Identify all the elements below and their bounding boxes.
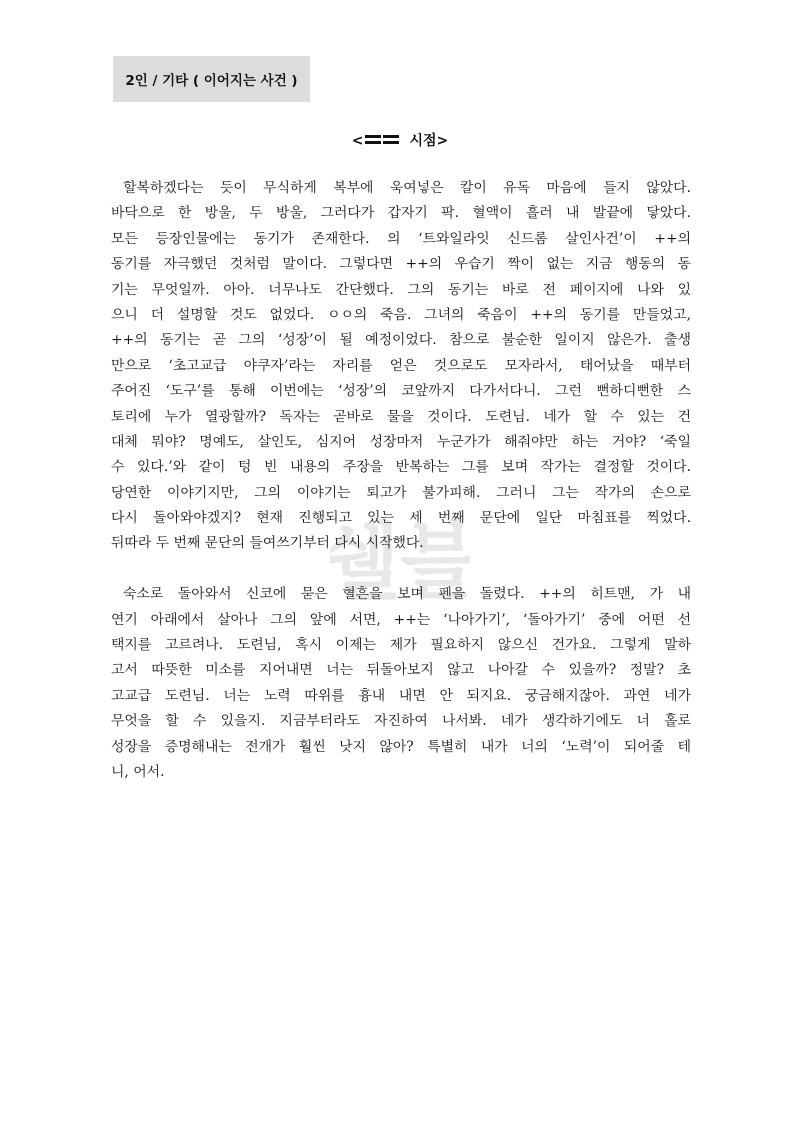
text-line: 성장을 증명해내는 전개가 훨씬 낫지 않아? 특별히 내가 너의 ‘노력’이 되어줄 테: [111, 738, 691, 755]
text-line: 수 있다.’와 같이 텅 빈 내용의 주장을 반복하는 그를 보며 작가는 결정할 것이다.: [111, 459, 691, 476]
category-tag: [113, 56, 310, 102]
text-line: ++의 동기는 곧 그의 ‘성장’이 될 예정이었다. 참으로 불순한 일이지 않은가. 출생: [111, 332, 691, 349]
text-line: 당연한 이야기지만, 그의 이야기는 퇴고가 불가피해. 그러니 그는 작가의 손으로: [111, 484, 691, 501]
text-line: 할복하겠다는 듯이 무식하게 복부에 욱여넣은 칼이 유독 마음에 들지 않았다.: [123, 180, 691, 196]
text-line: 고서 따뜻한 미소를 지어내면 너는 뒤돌아보지 않고 나아갈 수 있을까? 정말? 초: [111, 662, 691, 679]
text-line: 무엇을 할 수 있을지. 지금부터라도 자진하여 나서봐. 네가 생각하기에도 너 홀로: [111, 713, 691, 730]
text-line: 바닥으로 한 방울, 두 방울, 그러다가 갑자기 팍. 혈액이 흘러 내 발끝에 닿았다.: [111, 205, 691, 222]
text-line: 기는 무엇일까. 아아. 너무나도 간단했다. 그의 동기는 바로 전 페이지에 나와 있: [111, 281, 691, 298]
text-line: 만으로 ‘초고교급 야쿠자’라는 자리를 얻은 것으로도 모자라서, 태어났을 때부터: [111, 357, 691, 374]
svg-text:쉘블: 쉘블: [330, 515, 470, 610]
text-line: 대체 뭐야? 명예도, 살인도, 심지어 성장마저 누군가가 해줘야만 하는 거야? ‘죽일: [111, 433, 691, 450]
text-line: 뒤따라 두 번째 문단의 들여쓰기부터 다시 시작했다.: [111, 535, 424, 552]
paragraph-gap: [111, 557, 691, 582]
text-line: 다시 돌아와야겠지? 현재 진행되고 있는 세 번째 문단에 일단 마침표를 찍었다.: [111, 510, 691, 527]
text-line: 숙소로 돌아와서 신코에 묻은 혈흔을 보며 펜을 돌렸다. ++의 히트맨, 가 내: [123, 586, 691, 603]
title-label: 시점>: [409, 133, 449, 149]
category-tag-label: 2인 / 기타 ( 이어지는 사건 ): [125, 73, 298, 89]
text-line: 고교급 도련님. 너는 노력 따위를 흉내 내면 안 되지요. 궁금해지잖아. 과연 네가: [111, 687, 691, 704]
section-title: [0, 130, 800, 150]
text-line: 니, 어서.: [111, 763, 165, 780]
story-body: [111, 176, 691, 785]
text-line: 동기를 자극했던 것처럼 말이다. 그렇다면 ++의 우습기 짝이 없는 지금 행동의 동: [111, 256, 691, 273]
title-open-bracket: <: [351, 133, 364, 149]
text-line: 택지를 고르려나. 도련님, 혹시 이제는 제가 필요하지 않으신 건가요. 그렇게 말하: [111, 637, 691, 654]
redacted-name-mark: [365, 134, 401, 150]
text-line: 모든 등장인물에는 동기가 존재한다. 의 ‘트와일라잇 신드롬 살인사건’이 ++의: [111, 230, 691, 247]
paragraph: [111, 176, 691, 557]
text-line: 으니 더 설명할 것도 없었다. ㅇㅇ의 죽음. 그녀의 죽음이 ++의 동기를 만들었고,: [111, 306, 691, 323]
text-line: 토리에 누가 열광할까? 독자는 곧바로 물을 것이다. 도련님. 네가 할 수 있는 건: [111, 408, 691, 425]
paragraph: [111, 582, 691, 785]
text-line: 주어진 ‘도구’를 통해 이번에는 ‘성장’의 코앞까지 다가서다니. 그런 뻔하디뻔한 스: [111, 383, 691, 400]
text-line: 연기 아래에서 살아나 그의 앞에 서면, ++는 ‘나아가기’, ‘돌아가기’ 중에 어떤 선: [111, 611, 691, 628]
